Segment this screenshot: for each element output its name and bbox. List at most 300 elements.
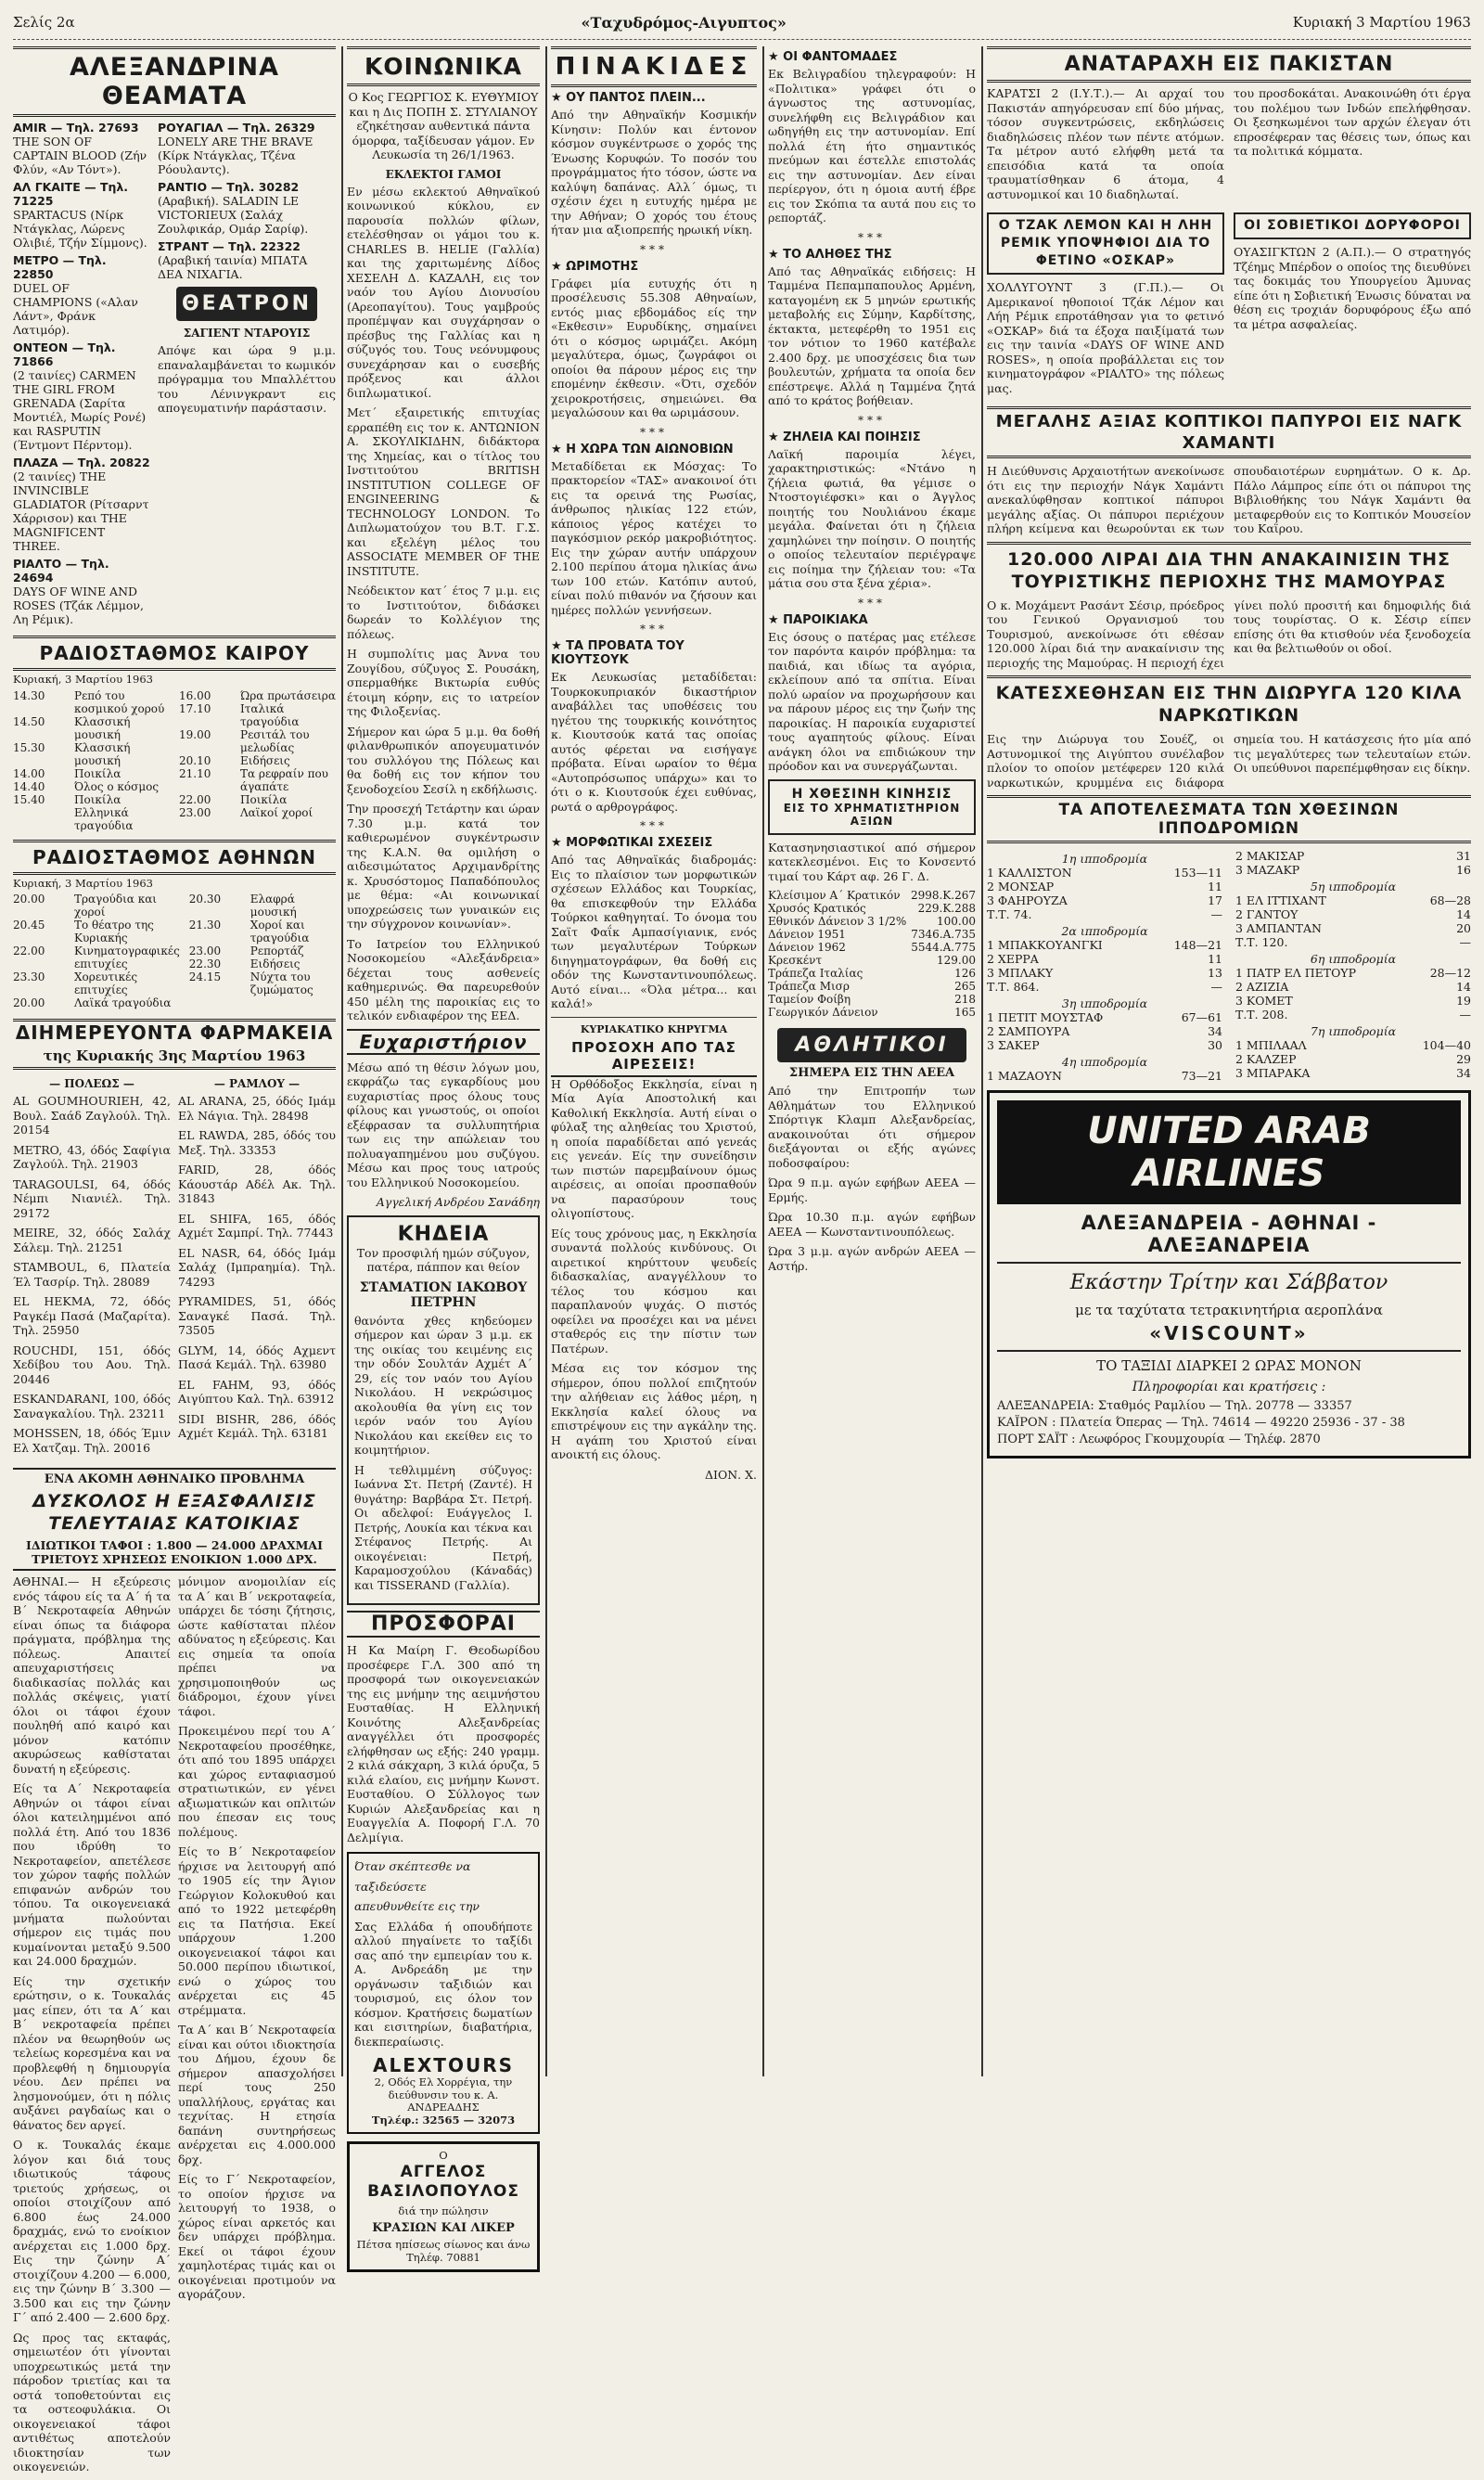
- social-paragraph: Νεόδεικτον κατ΄ έτος 7 μ.μ. εις το Ινστιτούτον, διδάσκει δωρεάν το Κολλέγιον της πόλεως.: [347, 584, 540, 641]
- problem-kicker: ΕΝΑ ΑΚΟΜΗ ΑΘΗΝΑΙΚΟ ΠΡΟΒΛΗΜΑ: [13, 1468, 336, 1486]
- radio-program: Ειδήσεις: [249, 957, 301, 970]
- radio-row: [179, 702, 336, 728]
- item-headline: ★ ΟΙ ΦΑΝΤΟΜΑΔΕΣ: [768, 50, 898, 64]
- radio-time: 23.00: [188, 944, 222, 957]
- market-row: [768, 1006, 976, 1019]
- cinema-name: AMIR — Τηλ. 27693: [13, 121, 139, 135]
- race-row: [1235, 849, 1471, 863]
- pharmacies-list: [13, 1073, 336, 1460]
- radio-time: 15.30: [13, 740, 45, 754]
- sports-paragraph: Ώρα 10.30 π.μ. αγών εφήβων ΑΕΕΑ — Κωνσταντινουπόλεως.: [768, 1210, 976, 1239]
- horse-name: 1 ΜΑΖΑΟΥΝ: [987, 1069, 1062, 1083]
- item-headline: ★ ΜΟΡΦΩΤΙΚΑΙ ΣΧΕΣΕΙΣ: [551, 836, 713, 850]
- race-payout: 34: [1456, 1066, 1471, 1080]
- uaa-office: ΑΛΕΞΑΝΔΡΕΙΑ: Σταθμός Ραμλίου — Τηλ. 20778 — 33357: [997, 1399, 1352, 1413]
- horse-name: 1 ΠΕΤΙΤ ΜΟΥΣΤΑΦ: [987, 1010, 1104, 1024]
- tourism-text: Ο κ. Μοχάμεντ Ρασάντ Σέσιρ, πρόεδρος του Γενικού Οργανισμού του Τουρισμού, ανεκοίνωσε ότι εθέσαν 120.000 λίραι διά την ανακαίνισιν της περιοχής της Μαμούρας. Η περιοχή έχει γίνει πολύ προσιτή και δημοφιλής διά τους τουρίστας. Ο κ. Σέσιρ είπεν επίσης ότι θα κτισθούν νέα ξενοδοχεία και θα βελτιωθούν οι οδοί.: [987, 598, 1471, 670]
- item-text: Εκ Λευκωσίας μεταδίδεται: Τουρκοκυπριακόν δικαστήριον αναβάλλει τας υποθέσεις του ηγέτου της τουρκικής κοινότητος κ. Κιουτσούκ κατά τας οποίας αυτός φέρεται να εισήγαγε πρόβατα. Είναι ωραίον το θέμα «Αυτοπρόσωπος υπάρχω» και το ότι ο κ. Κιουτσούκ έχει ευθύνας, ρωτά ο αρθρογράφος.: [551, 670, 757, 814]
- market-value: 265: [954, 980, 976, 993]
- radio-row: [13, 944, 180, 970]
- section-divider: ***: [858, 230, 886, 244]
- market-report: [768, 779, 976, 835]
- item-text: Γράφει μία ευτυχής ότι η προσέλευσις 55.308 Αθηναίων, εντός μιας εβδομάδος είς την «Εκθεσιν» Ευρυδίκης, σημαίνει ότι ο κόσμος ωριμάζει. Ακόμη μεγαλύτερα, όμως, ζωγράφοι οι οποίοι θα πάρουν μέρος εις την επομένην έκθεσιν. «Ότι, σχεδόν χειροκροτήσεις, σημειώνει. Θα μεγαλώσουν και θα ωριμάσουν.: [551, 276, 757, 419]
- radio-row: [189, 944, 336, 957]
- pharmacy-entry: MEIRE, 32, όδός Σαλάχ Σάλεμ. Τηλ. 21251: [13, 1226, 171, 1254]
- race-payout: 11: [1208, 880, 1222, 893]
- cinemas-left: [13, 121, 150, 630]
- item-headline: ★ ΠΑΡΟΙΚΙΑΚΑ: [768, 612, 868, 627]
- radio-row: [13, 689, 170, 715]
- item-text: Από τας Αθηναϊκάς διαδρομάς: Εις το πλαίσιον των μορφωτικών σχέσεων Ελλάδος και Τουρκίας, θα επισκεφθούν την Ελλάδα Τούρκοι καθηγηταί. Το όνομα του Σαϊτ Φαΐκ Αμπασίγιανικ, ενός των μεγαλυτέρων Τούρκων διηγηματογράφων, θα δοθή εις οδόν της Κωνσταντινουπόλεως. Αυτό είναι... «Όλα μέτρα... και καλά!»: [551, 853, 757, 1010]
- race-heading: 6η ιπποδρομία: [1310, 952, 1397, 966]
- vasil-phone: Τηλέφ. 70881: [406, 2250, 480, 2264]
- market-subtitle: ΕΙΣ ΤΟ ΧΡΗΜΑΤΙΣΤΗΡΙΟΝ ΑΞΙΩΝ: [783, 801, 961, 828]
- race-row: [1235, 1008, 1471, 1022]
- social-paragraph: Την προσεχή Τετάρτην και ώραν 7.30 μ.μ. κατά τον καθιερωμένον συγκέντρωσιν της Κ.Α.Ν. θα ομιλήση ο αιδεσιμώτατος Αρχιμανδρίτης κ. Χρυσόστομος Παπαδόπουλος με θέμα: «Αι κοινωνικαί υποχρεώσεις των γυναικών εις την σύγχρονον κοινωνίαν».: [347, 802, 540, 931]
- radio-program: Κινηματογραφικές επιτυχίες: [74, 944, 180, 970]
- cinema-film: LONELY ARE THE BRAVE (Κίρκ Ντάγκλας, Τζένα Ρόουλαντς).: [157, 135, 313, 176]
- race-payout: 31: [1456, 849, 1471, 863]
- race-row: [1235, 863, 1471, 877]
- race-row: [1235, 907, 1471, 921]
- pharmacy-entry: FARID, 28, όδός Κάουστάρ Αδέλ Ακ. Τηλ. 31843: [178, 1163, 336, 1205]
- pakistan-text-a: ΚΑΡΑΤΣΙ 2 (Ι.Υ.Τ.).— Αι αρχαί του Πακιστάν απηγόρευσαν επί δύο μήνας, τόσον συγκεντρώσεις, εκδηλώσεις διαδηλώσεις πλέον των πέντε ατόμων. Τα μέτρον αυτό ελήφθη μετά τα επεισόδια κατά τα οποία τραυματίσθηκαν 6 άτομα, 4 αστυνομικοί και 10 διαδηλωταί.: [987, 86, 1224, 201]
- radio-cairo-date: Κυριακή, 3 Μαρτίου 1963: [13, 673, 153, 686]
- market-table: [768, 889, 976, 1019]
- cinema-film: DUEL OF CHAMPIONS («Αλαν Λάντ», Φράνκ Λατιμόρ).: [13, 281, 138, 337]
- cinema-entry: [13, 456, 150, 553]
- radio-row: [179, 689, 336, 702]
- market-value: 100.00: [937, 915, 976, 928]
- radio-time: 22.30: [188, 957, 222, 970]
- problem-article: [13, 1574, 336, 2480]
- column-2: [347, 46, 540, 2264]
- race-heading: 3η ιπποδρομία: [1061, 996, 1148, 1010]
- vasil-text-2: ΚΡΑΣΙΩΝ ΚΑΙ ΛΙΚΕΡ: [372, 2221, 515, 2235]
- race-row: [987, 1024, 1222, 1038]
- item-text: Λαϊκή παροιμία λέγει, χαρακτηριστικώς: «Ντάνο η ζήλεια φωτιά, θα γέμισε ο Ντοστογιέφσκι» και ο Άγγλος ποιητής του Νουλιάνου έκαμε μεγάλα. Φαίνεται ότι η ζήλεια χαμηλώνει την ποίησιν. Ο ποιητής ο οποίος τελευταίον περιέγραψε εις ποίημα την ζήλειαν του: «Τα μάτια σου στα ξένα χέρια».: [768, 446, 976, 590]
- sports-paragraph: Ώρα 9 π.μ. αγών εφήβων ΑΕΕΑ — Ερμής.: [768, 1176, 976, 1204]
- radio-program: Το θέατρο της Κυριακής: [74, 919, 154, 944]
- column-1: [13, 46, 336, 2474]
- item-headline: ★ ΟΥ ΠΑΝΤΟΣ ΠΛΕΙΝ...: [551, 91, 706, 105]
- page-number: Σελίς 2α: [13, 14, 75, 31]
- tourism-title: 120.000 ΛΙΡΑΙ ΔΙΑ ΤΗΝ ΑΝΑΚΑΙΝΙΣΙΝ ΤΗΣ ΤΟΥΡΙΣΤΙΚΗΣ ΠΕΡΙΟΧΗΣ ΤΗΣ ΜΑΜΟΥΡΑΣ: [987, 542, 1471, 593]
- pharmacies-ramle-label: — ΡΑΜΛΟΥ —: [213, 1077, 301, 1090]
- radio-time: 14.50: [13, 714, 45, 728]
- radio-row: [179, 754, 336, 767]
- horse-name: 2 ΜΑΚΙΣΑΡ: [1235, 849, 1305, 863]
- cinema-film: (Αραβική ταινία) ΜΠΑΤΑ ΔΕΑ ΝΙΧΑΓΙΑ.: [157, 253, 308, 281]
- column-3: [551, 46, 757, 2076]
- radio-program: Κλασσική μουσική: [74, 740, 131, 767]
- horse-name: 1 ΕΛ ΙΤΤΙΧΑΝΤ: [1235, 893, 1326, 907]
- race-row: [987, 893, 1222, 907]
- sermon-paragraph: Είς τους χρόνους μας, η Εκκλησία συναντά πολλούς κινδύνους. Οι αιρετικοί κηρύττουν ψευδείς διδασκαλίας, αναγγέλλουν το τέλος του κόσμου και παραπλανούν ψυχάς. Ο πιστός οφείλει να προσέχει και να μένει σταθερός εις την πίστιν των Πατέρων.: [551, 1226, 757, 1356]
- radio-time: 21.30: [188, 919, 222, 932]
- radio-cairo-schedule: [13, 689, 336, 832]
- market-row: [768, 967, 976, 980]
- radio-time: 14.00: [13, 766, 45, 780]
- problem-title: ΔΥΣΚΟΛΟΣ Η ΕΞΑΣΦΑΛΙΣΙΣ ΤΕΛΕΥΤΑΙΑΣ ΚΑΤΟΙΚΙΑΣ: [32, 1491, 316, 1534]
- race-row: [1235, 1066, 1471, 1080]
- alextours-line: ταξιδεύσετε: [354, 1879, 427, 1894]
- race-payout: 29: [1456, 1052, 1471, 1066]
- theatre-name: ΣΑΓΙΕΝΤ ΝΤΑΡΟΥΙΣ: [183, 327, 311, 340]
- market-row: [768, 954, 976, 967]
- item-text: Από τας Αθηναϊκάς ειδήσεις: Η Ταμμένα Πεπαμπαπουλος Αρμένη, καταγομένη εκ 5 μηνών ερωτικής μεταβολής εις Σύμην, Καρδίτσης, έκτακτα, μετεφέρθη το 1951 εις τον νότιον το 1960 κατέβαλε 2.400 δρχ. με υποσχέσεις δια των βουλευτών, χρήματα τα οποία δεν επέστρεψε. Αλλά η Ταμμένα ζητά από το κράτος βοήθειαν.: [768, 263, 976, 407]
- radio-time: 20.10: [179, 753, 211, 767]
- radio-program: Χοροί και τραγούδια: [249, 919, 310, 944]
- item-headline: ★ ΤΟ ΑΛΗΘΕΣ ΤΗΣ: [768, 247, 892, 262]
- market-label: Εθνικόν Δάνειον 3 1/2%: [768, 915, 907, 928]
- market-label: Τράπεζα Ιταλίας: [768, 967, 864, 980]
- radio-row: [189, 970, 336, 996]
- race-row: [1235, 980, 1471, 994]
- alextours-line: απευθυνθείτε εις την: [354, 1899, 480, 1913]
- horse-name: 2 ΧΕΡΡΑ: [987, 952, 1039, 966]
- section-divider: ***: [640, 242, 668, 256]
- sports-title: ΣΗΜΕΡΑ ΕΙΣ ΤΗΝ ΑΕΕΑ: [788, 1066, 955, 1080]
- lemmon-text: ΧΟΛΛΥΓΟΥΝΤ 3 (Γ.Π.).— Οι Αμερικανοί ηθοποιοί Τζάκ Λέμον και Λήη Ρέμικ επροτάθησαν για το φετινό «ΟΣΚΑΡ» διά τα έξοχα παιξίματά των εις την ταινία «DAYS OF WINE AND ROSES», η οποία προβάλλεται εις τον κινηματογράφον «ΡΙΑΛΤΟ» της πόλεως μας.: [987, 280, 1224, 395]
- cinemas-right: [158, 121, 336, 630]
- radio-program: Ποικίλα Ελληνικά τραγούδια: [74, 792, 134, 832]
- cinema-name: ΣΤΡΑΝΤ — Τηλ. 22322: [157, 239, 301, 253]
- race-payout: 73—21: [1181, 1069, 1222, 1083]
- issue-date: Κυριακή 3 Μαρτίου 1963: [1292, 14, 1471, 31]
- soviet-title: ΟΙ ΣΟΒΙΕΤΙΚΟΙ ΔΟΡΥΦΟΡΟΙ: [1244, 218, 1461, 233]
- donations-text: Η Κα Μαίρη Γ. Θεοδωρίδου προσέφερε Γ.Λ. 300 από τη προσφορά των οικογενειακών της εις μνήμην της αειμνήστου Ευσταθίας. Η Ελληνική Κοινότης Αλεξανδρείας αναγγέλλει ότι προσφορές ελήφθησαν ως εξής: 240 γραμμ. 2 κιλά σάκχαρη, 3 κιλά όρυζα, 5 κιλά ελαίου, εις μνήμην Κωνστ. Ευσταθίου. Ο Σύλλογος των Κυριών Αλεξανδρείας και η Ευαγγελία Α. Ποφορή Γ.Λ. 70 Δελμίγια.: [347, 1643, 540, 1844]
- radio-athens-title: ΡΑΔΙΟΣΤΑΘΜΟΣ ΑΘΗΝΩΝ: [13, 840, 336, 875]
- alextours-name: ALEXTOURS: [373, 2054, 514, 2076]
- funeral-intro: Τον προσφιλή ημών σύζυγον, πατέρα, πάππον και θείον: [356, 1245, 531, 1274]
- section-divider: ***: [858, 596, 886, 610]
- cinema-entry: [158, 121, 336, 176]
- radio-row: [13, 715, 170, 741]
- race-row: [987, 952, 1222, 966]
- race-payout: 11: [1208, 952, 1222, 966]
- radio-time: 21.10: [179, 766, 211, 780]
- funeral-text: θανόντα χθες κηδεύομεν σήμερον και ώραν 3 μ.μ. εκ της οικίας του κειμένης εις την οδόν Σουλτάν Αχμέτ Α΄ 29, είς τον ναόν του Αγίου Νικολάου. Η νεκρώσιμος ακολουθία θα γίνη εις τον ιερόν ναόν του Αγίου Νικολάου και εκείθεν εις το κοιμητήριον.: [354, 1313, 532, 1457]
- radio-row: [189, 957, 336, 970]
- race-payout: 34: [1208, 1024, 1222, 1038]
- uaa-info: Πληροφορίαι και κρατήσεις :: [1132, 1380, 1326, 1394]
- pharmacy-entry: PYRAMIDES, 51, όδός Σαναγκέ Πασά. Τηλ. 73505: [178, 1294, 336, 1337]
- article-paragraph: Είς τα Α΄ Νεκροταφεία Αθηνών οι τάφοι είναι όλοι κατειλημμένοι από πολλά έτη. Από του 1836 που ιδρύθη το Νεκροταφείον, απετέλεσε τον χώρον ταφής πολλών επιφανών ανδρών του τόπου. Τα οικογενειακά μνήματα πωλούνται σήμερον εις τιμάς που κυμαίνονται μεταξύ 9.500 και 24.000 δραχμών.: [13, 1781, 171, 1968]
- radio-athens-schedule: [13, 893, 336, 1009]
- race-row: [987, 1038, 1222, 1052]
- race-row: [987, 907, 1222, 921]
- race-row: [987, 938, 1222, 952]
- race-row: [987, 866, 1222, 880]
- funeral-title: ΚΗΔΕΙΑ: [397, 1222, 490, 1246]
- market-value: 126: [954, 967, 976, 980]
- pakistan-title: ΑΝΑΤΑΡΑΧΗ ΕΙΣ ΠΑΚΙΣΤΑΝ: [987, 46, 1471, 83]
- market-value: 165: [954, 1006, 976, 1019]
- race-payout: 104—40: [1422, 1038, 1471, 1052]
- race-row: [987, 980, 1222, 994]
- cinema-entry: [13, 180, 150, 250]
- horse-name: 2 ΜΟΝΣΑΡ: [987, 880, 1055, 893]
- radio-athens-date: Κυριακή, 3 Μαρτίου 1963: [13, 876, 153, 890]
- alextours-address: 2, Οδός Ελ Χορρέγια, την διεύθυνσιν του κ. Α. ΑΝΔΡΕΑΔΗΣ: [374, 2075, 513, 2114]
- race-payout: 13: [1208, 966, 1222, 980]
- cinemas-listing: [13, 121, 336, 630]
- theatre-text: Απόψε και ώρα 9 μ.μ. επαναλαμβάνεται το κωμικόν πρόγραμμα του Μπαλλέττου του Λένινγκραντ εις απογευματινήν παράστασιν.: [157, 343, 336, 415]
- race-row: [1235, 966, 1471, 980]
- race-row: [987, 880, 1222, 893]
- horse-name: 2 ΣΑΜΠΟΥΡΑ: [987, 1024, 1070, 1038]
- radio-row: [179, 793, 336, 806]
- race-payout: 153—11: [1173, 866, 1222, 880]
- market-row: [768, 902, 976, 915]
- race-payout: —: [1210, 907, 1222, 921]
- radio-row: [179, 767, 336, 793]
- horse-name: 3 ΑΜΠΑΝΤΑΝ: [1235, 921, 1322, 935]
- pakistan-article: [987, 86, 1471, 207]
- cinema-name: ΡΑΝΤΙΟ — Τηλ. 30282: [157, 180, 300, 194]
- pharmacies-city-label: — ΠΟΛΕΩΣ —: [49, 1077, 134, 1090]
- alextours-phone: Τηλέφ.: 32565 — 32073: [371, 2113, 516, 2127]
- horse-name: 3 ΦΑΗΡΟΥΖΑ: [987, 893, 1068, 907]
- radio-program: Ποικίλα: [74, 766, 122, 780]
- item-text: Από την Αθηναϊκήν Κοσμικήν Κίνησιν: Πολύν και έντονον κόσμον συγκέντρωσε ο χορός της Ένωσης Κορυφών. Το ποσόν του προγράμματος ήτο τόσον, ώστε να καλύψη δαπάνας. Αλλ΄ όμως, τι σχέσιν έχει η ευτυχής ημέρα με την Αθήναν; Ο χορός του έτους ήταν μια αξιοπρεπής ηρωική νίκη.: [551, 108, 757, 237]
- radio-row: [189, 919, 336, 944]
- pharmacy-entry: GLYM, 14, όδός Αχμεντ Πασά Κεμάλ. Τηλ. 63980: [178, 1343, 336, 1371]
- funeral-notice: [347, 1215, 540, 1606]
- social-paragraph: Το Ιατρείον του Ελληνικού Νοσοκομείου «Αλεξάνδρεια» δέχεται τους ασθενείς καθημερινώς. Θα παρευρεθούν 450 μέλη της παροικίας εις το τελικόν ενδιαφέρον της ΕΕΔ.: [347, 936, 540, 1022]
- race-heading: 4η ιπποδρομία: [1061, 1055, 1148, 1069]
- uaa-trip: ΤΟ ΤΑΞΙΔΙ ΔΙΑΡΚΕΙ 2 ΩΡΑΣ ΜΟΝΟΝ: [997, 1350, 1461, 1374]
- column-4: [768, 46, 976, 2076]
- newspaper-name: «Ταχυδρόμος-Αιγυπτος»: [581, 13, 787, 32]
- horse-name: Τ.Τ. 864.: [987, 980, 1040, 994]
- section-divider: ***: [858, 413, 886, 427]
- article-paragraph: Προκειμένου περί του Α΄ Νεκροταφείου προσέθηκε, ότι από του 1895 υπάρχει και χώρος ενταφιασμού στρατιωτικών, εν γένει αξιωματικών και οπλιτών που έπεσαν εις τους πολέμους.: [178, 1724, 336, 1839]
- sports-logo: ΑΘΛΗΤΙΚΟΙ: [777, 1028, 966, 1062]
- notes-title: ΠΙΝΑΚΙΔΕΣ: [551, 46, 757, 87]
- radio-program: Λαϊκά τραγούδια: [74, 996, 172, 1009]
- race-results: [987, 849, 1471, 1083]
- horse-name: 1 ΠΑΤΡ ΕΛ ΠΕΤΟΥΡ: [1235, 966, 1356, 980]
- cinema-name: ΡΙΑΛΤΟ — Τηλ. 24694: [13, 557, 109, 585]
- radio-cairo-title: ΡΑΔΙΟΣΤΑΘΜΟΣ ΚΑΙΡΟΥ: [13, 636, 336, 671]
- wedding-subtitle: ΕΚΛΕΚΤΟΙ ΓΑΜΟΙ: [385, 167, 502, 181]
- market-value: 5544.Α.775: [911, 941, 976, 954]
- uaa-logo: UNITED ARAB AIRLINES: [997, 1100, 1461, 1204]
- newspaper-page: [13, 6, 1471, 2474]
- market-row: [768, 941, 976, 954]
- item-headline: ★ ΩΡΙΜΟΤΗΣ: [551, 259, 639, 274]
- pharmacy-entry: EL SHIFA, 165, όδός Αχμέτ Σαμπρί. Τηλ. 77443: [178, 1211, 336, 1240]
- thanks-title: Ευχαριστήριον: [347, 1029, 540, 1055]
- horse-name: Τ.Τ. 74.: [987, 907, 1032, 921]
- horse-name: Τ.Τ. 208.: [1235, 1008, 1288, 1022]
- section-divider: ***: [640, 425, 668, 439]
- radio-program: Ώρα πρωτάσειρα: [240, 688, 336, 702]
- theatre-logo: ΘΕΑΤΡΟΝ: [176, 287, 317, 321]
- horse-name: 1 ΜΠΙΛΑΑΛ: [1235, 1038, 1307, 1052]
- race-payout: 67—61: [1181, 1010, 1222, 1024]
- cinema-film: DAYS OF WINE AND ROSES (Τζάκ Λέμμον, Λη Ρέμικ).: [13, 585, 144, 626]
- horse-name: 3 ΚΟΜΕΤ: [1235, 994, 1293, 1008]
- radio-program: Ρεσιτάλ του μελωδίας: [240, 727, 310, 754]
- race-row: [987, 1069, 1222, 1083]
- papyri-title: ΜΕΓΑΛΗΣ ΑΞΙΑΣ ΚΟΠΤΙΚΟΙ ΠΑΠΥΡΟΙ ΕΙΣ ΝΑΓΚ ΧΑΜΑΝΤΙ: [987, 406, 1471, 458]
- pharmacy-entry: ESKANDARANI, 100, όδός Σαναγκαλίου. Τηλ. 23211: [13, 1392, 171, 1420]
- cinema-entry: [13, 557, 150, 626]
- radio-time: 24.15: [188, 970, 222, 983]
- market-title: Η ΧΘΕΣΙΝΗ ΚΙΝΗΣΙΣ: [791, 786, 953, 802]
- radio-time: 17.10: [179, 701, 211, 715]
- sports-paragraph: Ώρα 3 μ.μ. αγών ανδρών ΑΕΕΑ — Αστήρ.: [768, 1244, 976, 1273]
- radio-program: Ιταλικά τραγούδια: [240, 701, 300, 728]
- race-heading: 5η ιπποδρομία: [1310, 880, 1397, 893]
- pharmacy-entry: EL FAHM, 93, όδός Αιγύπτου Καλ. Τηλ. 63912: [178, 1377, 336, 1406]
- uaa-route: ΑΛΕΞΑΝΔΡΕΙΑ - ΑΘΗΝΑΙ - ΑΛΕΞΑΝΔΡΕΙΑ: [997, 1212, 1461, 1264]
- ad-united-arab-airlines: [987, 1090, 1471, 1458]
- radio-row: [13, 767, 170, 780]
- cinema-name: ΜΕΤΡΟ — Τηλ. 22850: [13, 253, 107, 281]
- radio-row: [13, 780, 170, 793]
- horse-name: 2 ΑΖΙΖΙΑ: [1235, 980, 1289, 994]
- lemmon-title: Ο ΤΖΑΚ ΛΕΜΟΝ ΚΑΙ Η ΛΗΗ ΡΕΜΙΚ ΥΠΟΨΗΦΙΟΙ ΔΙΑ ΤΟ ΦΕΤΙΝΟ «ΟΣΚΑΡ»: [998, 218, 1213, 268]
- horse-name: 2 ΚΑΛΖΕΡ: [1235, 1052, 1297, 1066]
- sunday-preacher: ΚΥΡΙΑΚΑΤΙΚΟ ΚΗΡΥΓΜΑ: [580, 1022, 728, 1035]
- cinema-entry: [13, 121, 150, 176]
- radio-time: 15.40: [13, 792, 45, 806]
- radio-row: [13, 793, 170, 832]
- article-paragraph: ΑΘΗΝΑΙ.— Η εξεύρεσις ενός τάφου είς τα Α΄ ή τα Β΄ Νεκροταφεία Αθηνών είναι όπως τα διάφορα πράγματα, πρόβλημα της πόλεως. Απαιτεί απευχαριστήσεις διαδικασίας πολλάς και πολλάς σκέψεις, γιατί όλοι οι τάφοι έχουν πουληθή από καιρό και μόνον κατόπιν ακυρώσεως καθίσταται δυνατή η εξεύρεσις.: [13, 1574, 171, 1776]
- races-title: ΤΑ ΑΠΟΤΕΛΕΣΜΑΤΑ ΤΩΝ ΧΘΕΣΙΝΩΝ ΙΠΠΟΔΡΟΜΙΩΝ: [987, 795, 1471, 843]
- race-payout: 14: [1456, 980, 1471, 994]
- cinema-name: ΟΝΤΕΟΝ — Τηλ. 71866: [13, 341, 116, 368]
- race-payout: 17: [1208, 893, 1222, 907]
- item-headline: ★ ΖΗΛΕΙΑ ΚΑΙ ΠΟΙΗΣΙΣ: [768, 430, 921, 444]
- market-value: 229.Κ.288: [917, 902, 976, 915]
- cinema-entry: [158, 180, 336, 236]
- race-row: [1235, 893, 1471, 907]
- vasil-text-3: Πέτσα ηπίσεως σίωνος και άνω: [356, 2238, 531, 2251]
- radio-time: 20.00: [13, 893, 45, 906]
- radio-time: 14.40: [13, 779, 45, 793]
- race-payout: 14: [1456, 907, 1471, 921]
- race-row: [1235, 1052, 1471, 1066]
- pharmacy-entry: ROUCHDI, 151, όδός Χεδίβου του Αου. Τηλ. 20446: [13, 1343, 171, 1386]
- wedding-box: Ο Κος ΓΕΩΡΓΙΟΣ Κ. ΕΥΘΥΜΙΟΥ και η Δις ΠΟΠΗ Σ. ΣΤΥΛΙΑΝΟΥ εζηκέτησαν αυθεντικά πάντα όμορφα, ταξίδευσαν γάμον. Εν Λευκωσία τη 26/1/1963.: [348, 90, 539, 161]
- ad-alextours: [347, 1852, 540, 2134]
- donations-title: ΠΡΟΣΦΟΡΑΙ: [347, 1611, 540, 1638]
- alextours-text: Σας Ελλάδα ή οπουδήποτε αλλού πηγαίνετε το ταξίδι σας από την εμπειρίαν του κ. Α. Ανδρεάδη με την οργάνωσιν ταξιδιών και τουρισμού, εις όλον τον κόσμον. Κρατήσεις δωματίων και εισιτηρίων, διαβατήρια, διεκπεραίωσις.: [354, 1919, 532, 2049]
- radio-time: 14.30: [13, 688, 45, 702]
- race-heading: 2α ιπποδρομία: [1061, 924, 1148, 938]
- social-text: [347, 185, 540, 1023]
- article-paragraph: Είς το Γ΄ Νεκροταφείον, το οποίον ήρχισε να λειτουργή το 1938, ο χώρος είναι αρκετός και δεν υπάρχει πρόβλημα. Εκεί οι τάφοι έχουν χαμηλοτέρας τιμάς και οι οικογένειαι προτιμούν να αγοράζουν.: [178, 2172, 336, 2301]
- uaa-plane: «VISCOUNT»: [1149, 1322, 1309, 1344]
- market-label: Κλείσιμον Α΄ Κρατικόν: [768, 889, 901, 902]
- item-headline: ★ Η ΧΩΡΑ ΤΩΝ ΑΙΩΝΟΒΙΩΝ: [551, 442, 734, 456]
- funeral-family: Η τεθλιμμένη σύζυγος: Ιωάννα Στ. Πετρή (Ζαντέ). Η θυγάτηρ: Βαρβάρα Στ. Πετρή. Οι αδελφοί: Ευάγγελος Ι. Πετρής, Λουκία και τέκνα και Στέφανος Πετρής. Αι οικογένειαι: Πετρή, Καραμοσχούλου (Κάναδάς) και TISSERAND (Γαλλία).: [354, 1462, 532, 1592]
- cinema-entry: [158, 239, 336, 281]
- pharmacy-entry: EL NASR, 64, όδός Ιμάμ Σαλάχ (Ιμπραημία). Τηλ. 74293: [178, 1245, 336, 1289]
- article-paragraph: Είς το Β΄ Νεκροταφείον ήρχισε να λειτουργή από το 1905 είς την Άγιον Γεώργιον Κολοκυθού και από το 1922 μετεφέρθη εις τα Πατήσια. Εκεί υπάρχουν 1.200 οικογενειακοί τάφοι και 50.000 περίπου ιδιωτικοί, ενώ ο χώρος του ανέρχεται εις 45 στρέμματα.: [178, 1844, 336, 2017]
- article-paragraph: Τα Α΄ και Β΄ Νεκροταφεία είναι και ούτοι ιδιοκτησία του Δήμου, έχουν δε σήμερον απασχολήσει περί τους 250 υπαλλήλους, εργάτας και τεχνίτας. Η ετησία δαπάνη συντηρήσεως ανέρχεται εις 4.000.000 δρχ.: [178, 2023, 336, 2166]
- market-value: 218: [954, 993, 976, 1006]
- radio-time: 23.30: [13, 970, 45, 983]
- race-payout: 16: [1456, 863, 1471, 877]
- market-label: Δάνειον 1951: [768, 928, 846, 941]
- cinemas-title: ΑΛΕΞΑΝΔΡΙΝΑ ΘΕΑΜΑΤΑ: [13, 46, 336, 117]
- uaa-office: ΚΑΪΡΟΝ : Πλατεία Όπερας — Τηλ. 74614 — 49220 25936 - 37 - 38: [997, 1416, 1405, 1430]
- race-payout: 20: [1456, 921, 1471, 935]
- market-row: [768, 915, 976, 928]
- race-heading: 7η ιπποδρομία: [1310, 1024, 1397, 1038]
- col4-items: [768, 50, 976, 774]
- race-row: [1235, 935, 1471, 949]
- radio-program: Λαϊκοί χοροί: [240, 805, 313, 819]
- market-value: 7346.Α.735: [911, 928, 976, 941]
- item-text: Εκ Βελιγραδίου τηλεγραφούν: Η «Πολιτικα» γράφει ότι ο άγνωστος της αστυνομίας, συνελήφθη εις Βελιγράδιον και ωδηγήθη εις την αστυνομίαν. Επί πολλά έτη ήτο σημαντικός πνεύμων και έστελλε επιστολάς εις την αστυνομίαν. Δεν είναι περίεργον, ότι η όμοια αυτή έβρε εις τον Σκόπια τα αυτά που εις το ρεπορτάζ.: [768, 67, 976, 225]
- social-paragraph: Μετ΄ εξαιρετικής επιτυχίας ερραπέθη εις τον κ. ΑΝΤΩΝΙΟΝ Α. ΣΚΟΥΛΙΚΙΔΗΝ, διδάκτορα της Χημείας, και ο τίτλος του Ινστιτούτου BRITISH INSTITUTION COLLEGE OF ENGINEERING & TECHNOLOGY LONDON. Το Διπλωματούχον του Β.Τ. Γ.Σ. και εξελέγη μέλος του ASSOCIATE MEMBER OF THE INSTITUTE.: [347, 405, 540, 578]
- cinema-entry: [13, 341, 150, 452]
- race-payout: 28—12: [1429, 966, 1471, 980]
- article-paragraph: Ο κ. Τουκαλάς έκαμε λόγον και διά τους ιδιωτικούς τάφους τριετούς χρήσεως, οι οποίοι στοιχίζουν από 6.800 έως 24.000 δραχμάς, ενώ το ενοίκιον ανέρχεται εις 1.000 δρχ. Εις την ζώνην Α΄ στοιχίζουν 4.200 — 6.000, εις την ζώνην Β΄ 3.300 — 3.500 και εις την ζώνην Γ΄ από 2.400 — 2.600 δρχ.: [13, 2138, 171, 2324]
- horse-name: 1 ΚΑΛΛΙΣΤΟΝ: [987, 866, 1072, 880]
- market-value: 129.00: [937, 954, 976, 967]
- article-paragraph: μόνιμον ανομοιλίαν είς τα Α΄ και Β΄ νεκροταφεία, υπάρχει δε τόσηι ζήτησις, ώστε καθίσταται πλέον αδύνατος η εξεύρεσις. Και εις σημεία τα οποία πρέπει να χρησιμοποιηθούν ως διάδρομοι, έχουν γίνει τάφοι.: [178, 1574, 336, 1718]
- lemmon-soviet-row: [987, 207, 1471, 401]
- section-divider: ***: [640, 819, 668, 832]
- race-payout: —: [1459, 1008, 1471, 1022]
- radio-program: Κλασσική μουσική: [74, 714, 131, 741]
- pharmacy-entry: AL ARANA, 25, όδός Ιμάμ Ελ Νάγια. Τηλ. 28498: [178, 1094, 336, 1123]
- radio-program: Τα ρεφραίν που άγαπάτε: [240, 766, 328, 793]
- radio-program: Ειδήσεις: [240, 753, 290, 767]
- radio-time: 20.00: [13, 996, 45, 1009]
- cinema-film: THE SON OF CAPTAIN BLOOD (Ζήν Φλύν, «Αν Τόντ»).: [13, 135, 147, 176]
- uaa-days: Εκάστην Τρίτην και Σάββατον: [1069, 1271, 1388, 1294]
- market-label: Ταμείον Φοίβη: [768, 993, 851, 1006]
- sermon-signature: ΔΙΟΝ. Χ.: [705, 1467, 757, 1482]
- race-row: [1235, 1038, 1471, 1052]
- cinema-name: ΑΛ ΓΚΑΙΤΕ — Τηλ. 71225: [13, 180, 129, 208]
- pharmacy-entry: EL RAWDA, 285, όδός του Μεξ. Τηλ. 33353: [178, 1128, 336, 1157]
- pharmacy-entry: TARAGOULSI, 64, όδός Νέμπι Νιανιέλ. Τηλ. 29172: [13, 1176, 171, 1220]
- section-divider: ***: [640, 623, 668, 636]
- uaa-office: ΠΟΡΤ ΣΑΪΤ : Λεωφόρος Γκουμχουρία — Τηλέφ. 2870: [997, 1433, 1321, 1446]
- vasil-name: ΑΓΓΕΛΟΣ ΒΑΣΙΛΟΠΟΥΛΟΣ: [367, 2162, 519, 2201]
- radio-time: 20.30: [188, 893, 222, 906]
- social-title: ΚΟΙΝΩΝΙΚΑ: [347, 46, 540, 86]
- market-label: Τράπεζα Μισρ: [768, 980, 850, 993]
- thanks-text: Μέσω από τη θέσιν λόγων μου, εκφράζω τας εγκαρδίους μου ευχαριστίας προς όλους τους φίλους και γνωστούς, οι οποίοι εξέφρασαν τα συλλυπητήρια των εις την απώλειαν του πολυαγαπημένου μου συζύγου. Μέσω και προς τους ιατρούς του Ελληνικού Νοσοκομείου.: [347, 1060, 540, 1189]
- funeral-name: ΣΤΑΜΑΤΙΟΝ ΙΑΚΩΒΟΥ ΠΕΤΡΗΝ: [359, 1279, 528, 1310]
- sports-text: [768, 1084, 976, 1273]
- radio-program: Ποικίλα: [240, 792, 288, 806]
- sports-paragraph: Από την Επιτροπήν των Αθλημάτων του Ελληνικού Σπόρτιγκ Κλαμπ Αλεξανδρείας, ανακοινούται ότι σήμερον διεξάγονται οι εξής αγώνες ποδοσφαίρου:: [768, 1084, 976, 1170]
- column-5: [987, 46, 1471, 2076]
- radio-time: 22.00: [179, 792, 211, 806]
- radio-program: Χορευτικές επιτυχίες: [74, 970, 138, 996]
- radio-row: [179, 728, 336, 754]
- radio-time: 16.00: [179, 688, 211, 702]
- social-paragraph: Εν μέσω εκλεκτού Αθηναϊκού κοινωνικού κύκλου, εν παρουσία πολλών φίλων, ετελέσθησαν οι γάμοι του κ. CHARLES B. HELIE (Γαλλία) και της χαριτωμένης Δίδος ΧΕΣΕΛΗ Δ. ΚΑΖΑΛΗ, εις τον ναόν του Αγίου Διονυσίου (Αρεοπαγίτου). Τους γαμβρούς προπέμψαν και συγχάρησαν ο πρέσβυς της Γαλλίας και η σύζυγός του. Τους νεόνυμφους συνεχάρησαν και ο ευσεβής πρόξενος και άλλοι διπλωματικοί.: [347, 184, 540, 400]
- pakistan-text-b: του προσδοκάται. Ανακοινώθη ότι έργα του πολέμου των Ινδών επελήφθησαν. Οι ξεσηκωμένοι των αρχών έλεγαν ότι επροσέφεραν τας θέσεις των, όπως και τα πολιτικά κόμματα.: [1234, 86, 1471, 158]
- problem-subtitle: ΙΔΙΩΤΙΚΟΙ ΤΑΦΟΙ : 1.800 — 24.000 ΔΡΑΧΜΑΙ ΤΡΙΕΤΟΥΣ ΧΡΗΣΕΩΣ ΕΝΟΙΚΙΟΝ 1.000 ΔΡΧ.: [13, 1538, 336, 1571]
- article-paragraph: Ως προς τας εκταφάς, σημειωτέον ότι γίνονται υποχρεωτικώς μετά την πάροδον τριετίας και τα οστά τοποθετούνται εις τα οστεοφυλάκια. Οι οικογενειακοί τάφοι αντιθέτως αποτελούν ιδιοκτησίαν των οικογενειών.: [13, 2330, 171, 2474]
- radio-program: Ρεπορτάζ: [249, 944, 304, 957]
- drugs-title: ΚΑΤΕΣΧΕΘΗΣΑΝ ΕΙΣ ΤΗΝ ΔΙΩΡΥΓΑ 120 ΚΙΛΑ ΝΑΡΚΩΤΙΚΩΝ: [987, 675, 1471, 726]
